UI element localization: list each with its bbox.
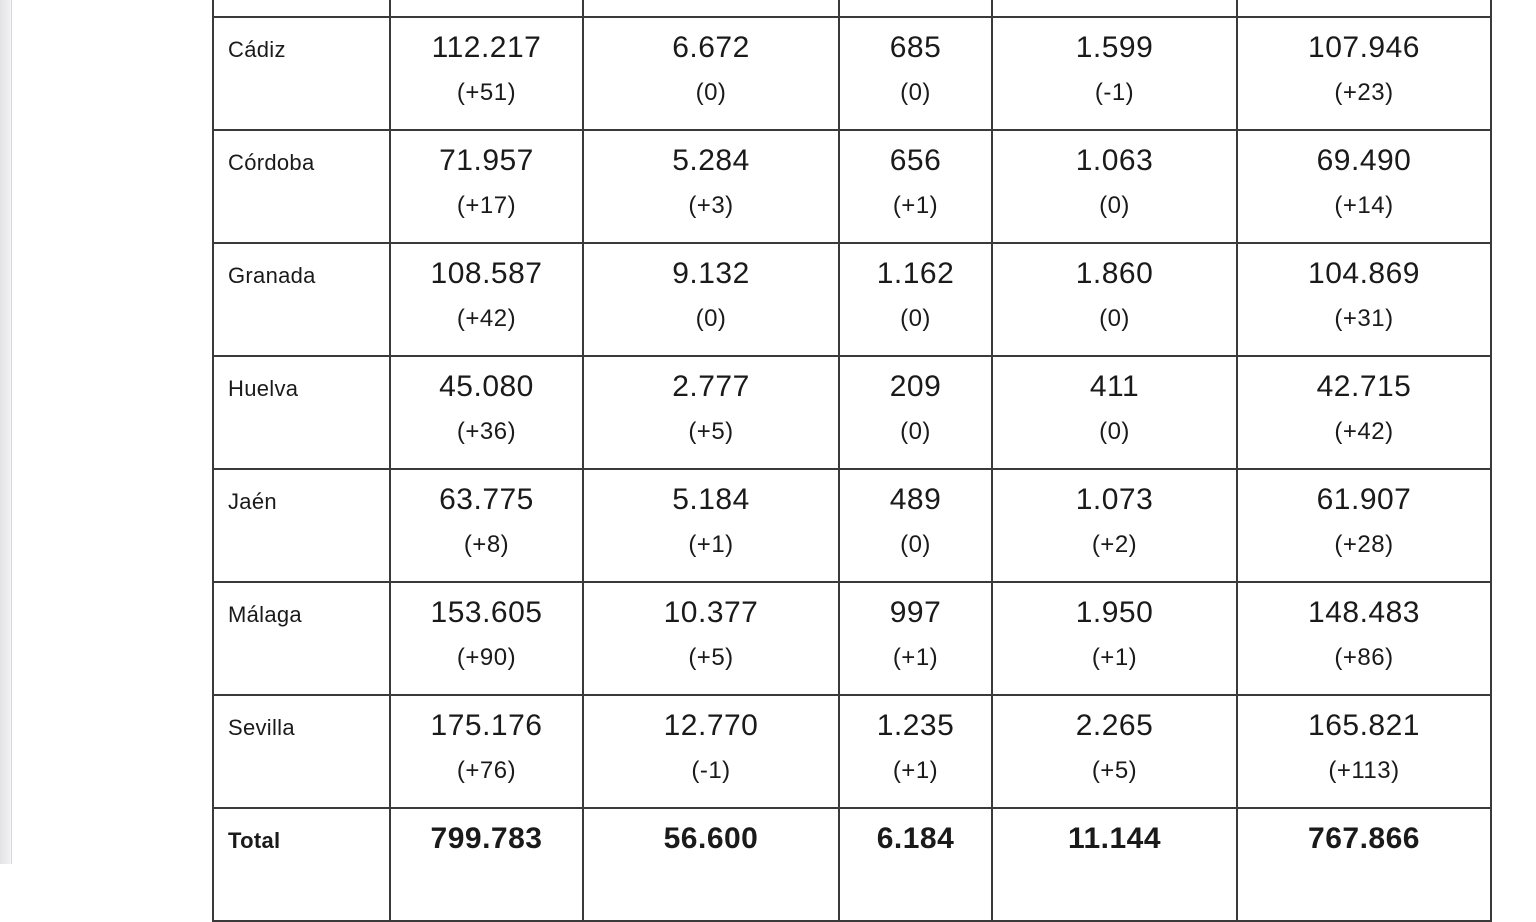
value-delta: (+14)	[1334, 192, 1394, 219]
value-main: 1.063	[1075, 144, 1154, 177]
value-delta: (+51)	[456, 79, 517, 106]
total-cell	[839, 808, 992, 921]
province-cell: Cádiz	[213, 17, 390, 130]
value-main: 656	[889, 144, 942, 177]
value-cell	[390, 582, 583, 695]
value-delta: (0)	[695, 79, 727, 106]
value-main: 5.184	[672, 483, 750, 516]
value-main: 148.483	[1308, 596, 1420, 629]
covid-province-table	[212, 0, 1492, 922]
value-main: 6.672	[672, 31, 750, 64]
value-delta: (+28)	[1334, 531, 1394, 558]
province-cell	[213, 0, 390, 17]
value-cell	[583, 356, 839, 469]
value-cell	[839, 130, 992, 243]
value-delta: (0)	[900, 79, 931, 106]
value-cell	[1237, 0, 1491, 17]
value-cell	[992, 0, 1237, 17]
value-main: 61.907	[1316, 483, 1412, 516]
value-cell	[839, 0, 992, 17]
value-cell	[839, 582, 992, 695]
value-main: 997	[889, 596, 942, 629]
value-main: 1.235	[876, 709, 955, 742]
total-cell	[390, 808, 583, 921]
total-value: 6.184	[876, 822, 955, 855]
value-main: 69.490	[1316, 144, 1412, 177]
province-cell: Granada	[213, 243, 390, 356]
value-main: 489	[889, 483, 942, 516]
province-cell: Sevilla	[213, 695, 390, 808]
value-main: 411	[1089, 370, 1140, 403]
total-label: Total	[213, 808, 390, 921]
value-cell	[583, 582, 839, 695]
value-cell	[992, 695, 1237, 808]
value-delta: (+1)	[1091, 644, 1138, 671]
value-delta: (+113)	[1328, 757, 1400, 784]
value-main: 175.176	[430, 709, 543, 742]
value-cell	[1237, 469, 1491, 582]
value-main: 10.377	[663, 596, 759, 629]
value-delta: (+1)	[892, 644, 939, 671]
value-main: 1.860	[1075, 257, 1154, 290]
value-cell	[583, 130, 839, 243]
value-main: 42.715	[1316, 370, 1412, 403]
value-cell	[1237, 17, 1491, 130]
value-main: 107.946	[1308, 31, 1420, 64]
value-delta: (+42)	[456, 305, 517, 332]
table-row	[213, 695, 1491, 808]
value-cell	[1237, 695, 1491, 808]
value-delta: (0)	[1099, 192, 1130, 219]
value-delta: (+17)	[456, 192, 517, 219]
value-delta: (+76)	[456, 757, 517, 784]
province-cell: Huelva	[213, 356, 390, 469]
total-value: 799.783	[430, 822, 543, 855]
value-cell	[390, 243, 583, 356]
value-delta: (+5)	[688, 644, 734, 671]
value-delta: (0)	[1099, 418, 1130, 445]
total-cell	[1237, 808, 1491, 921]
value-delta: (+42)	[1334, 418, 1394, 445]
value-main: 12.770	[663, 709, 759, 742]
table-row	[213, 582, 1491, 695]
value-main: 2.265	[1075, 709, 1154, 742]
total-value: 56.600	[663, 822, 759, 855]
left-gutter-divider	[11, 0, 12, 864]
total-row	[213, 808, 1491, 921]
value-cell	[390, 0, 583, 17]
value-main: 112.217	[431, 31, 542, 64]
value-cell	[1237, 130, 1491, 243]
value-main: 9.132	[672, 257, 750, 290]
value-cell	[839, 356, 992, 469]
value-main: 165.821	[1308, 709, 1420, 742]
table-row	[213, 243, 1491, 356]
table-row	[213, 130, 1491, 243]
value-delta: (+23)	[1334, 79, 1394, 106]
value-cell	[992, 17, 1237, 130]
value-cell	[390, 356, 583, 469]
value-cell	[1237, 582, 1491, 695]
value-delta: (+1)	[892, 757, 939, 784]
province-cell: Córdoba	[213, 130, 390, 243]
value-delta: (+86)	[1334, 644, 1394, 671]
value-main: 1.073	[1075, 483, 1154, 516]
value-delta: (+1)	[688, 531, 734, 558]
value-main: 45.080	[439, 370, 534, 403]
value-cell	[992, 356, 1237, 469]
value-cell	[839, 17, 992, 130]
value-delta: (0)	[900, 418, 931, 445]
value-main: 1.162	[876, 257, 955, 290]
value-cell	[1237, 356, 1491, 469]
value-cell	[1237, 243, 1491, 356]
value-cell	[390, 469, 583, 582]
value-main: 209	[889, 370, 942, 403]
value-delta: (+1)	[892, 192, 939, 219]
value-cell	[839, 695, 992, 808]
value-main: 153.605	[430, 596, 543, 629]
value-main: 1.950	[1075, 596, 1154, 629]
value-delta: (+31)	[1334, 305, 1394, 332]
value-delta: (+3)	[688, 192, 734, 219]
value-delta: (+90)	[456, 644, 517, 671]
province-cell: Jaén	[213, 469, 390, 582]
value-main: 71.957	[439, 144, 534, 177]
value-cell	[583, 695, 839, 808]
value-delta: (-1)	[691, 757, 731, 784]
value-delta: (0)	[900, 531, 931, 558]
value-main: 63.775	[439, 483, 534, 516]
total-value: 767.866	[1308, 822, 1420, 855]
value-main: 685	[889, 31, 942, 64]
value-delta: (0)	[1099, 305, 1130, 332]
value-main: 5.284	[672, 144, 750, 177]
value-main: 108.587	[430, 257, 543, 290]
value-main: 1.599	[1075, 31, 1154, 64]
province-cell: Málaga	[213, 582, 390, 695]
total-cell	[583, 808, 839, 921]
value-cell	[992, 130, 1237, 243]
value-cell	[839, 243, 992, 356]
value-delta: (+5)	[1091, 757, 1138, 784]
value-main: 104.869	[1308, 257, 1420, 290]
value-delta: (+8)	[463, 531, 510, 558]
value-cell	[390, 17, 583, 130]
total-cell	[992, 808, 1237, 921]
value-cell	[992, 582, 1237, 695]
value-delta: (+2)	[1091, 531, 1138, 558]
value-cell	[992, 469, 1237, 582]
value-cell	[583, 17, 839, 130]
value-cell	[839, 469, 992, 582]
value-cell	[583, 0, 839, 17]
total-value: 11.144	[1067, 822, 1162, 855]
value-delta: (-1)	[1094, 79, 1135, 106]
table-row	[213, 469, 1491, 582]
value-cell	[583, 469, 839, 582]
table-row	[213, 0, 1491, 17]
value-cell	[583, 243, 839, 356]
value-cell	[992, 243, 1237, 356]
table-row	[213, 17, 1491, 130]
table-row	[213, 356, 1491, 469]
value-cell	[390, 695, 583, 808]
value-main: 2.777	[672, 370, 750, 403]
value-delta: (0)	[900, 305, 931, 332]
value-cell	[390, 130, 583, 243]
value-delta: (0)	[695, 305, 727, 332]
value-delta: (+36)	[456, 418, 517, 445]
value-delta: (+5)	[688, 418, 734, 445]
